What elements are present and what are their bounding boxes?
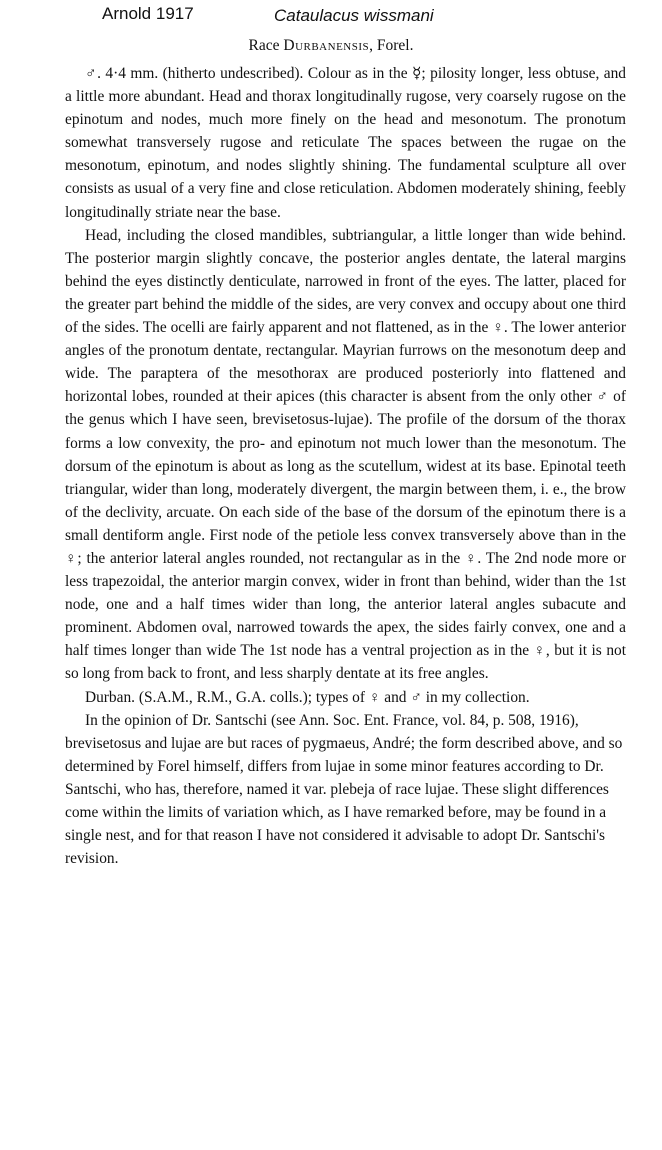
- race-heading-suffix: , Forel.: [369, 37, 414, 54]
- header-title: Cataulacus wissmani: [274, 6, 434, 25]
- paragraph-head-description: Head, including the closed mandibles, subtriangular, a little longer than wide behind. The posterior margin slightly concave, the posterior angles dentate, the lateral margins behind the eyes distinctly denticulate, narrowed in front of the eyes. The latter, placed for the greater part behind the middle of the sides, are very convex and occupy about one third of the sides. The ocelli are fairly apparent and not flattened, as in the ♀. The lower anterior angles of the pronotum dentate, rectangular. Mayrian furrows on the mesonotum deep and wide. The paraptera of the mesothorax are produced posteriorly into flattened and horizontal lobes, rounded at their apices (this character is absent from the only other ♂ of the genus which I have seen, brevisetosus-lujae). The profile of the dorsum of the thorax forms a low convexity, the pro- and epinotum not much lower than the mesonotum. The dorsum of the epinotum is about as long as the scutellum, widest at its base. Epinotal teeth triangular, wider than long, moderately divergent, the margin between them, i. e., the brow of the declivity, arcuate. On each side of the base of the dorsum of the epinotum there is a small dentiform angle. First node of the petiole less convex transversely above than in the ♀; the anterior lateral angles rounded, not rectangular as in the ♀. The 2nd node more or less trapezoidal, the anterior margin convex, wider in front than behind, wider than the 1st node, one and a half times wider than long, the anterior lateral angles subacute and prominent. Abdomen oval, narrowed towards the apex, the sides fairly convex, one and a half times longer than wide The 1st node has a ventral projection as in the ♀, but it is not so long from back to front, and less sharply dentate at its free angles.: [65, 226, 626, 683]
- race-name: Durbanensis: [283, 37, 370, 54]
- body-text: [65, 62, 626, 870]
- paragraph-locality: Durban. (S.A.M., R.M., G.A. colls.); types of ♀ and ♂ in my collection.: [85, 688, 530, 706]
- race-heading: [0, 37, 662, 55]
- race-heading-prefix: Race: [248, 37, 284, 54]
- header-author: Arnold 1917: [102, 4, 194, 23]
- paragraph-male-description: ♂. 4·4 mm. (hitherto undescribed). Colour as in the ☿; pilosity longer, less obtuse, and a little more abundant. Head and thorax longitudinally rugose, very coarsely rugose on the epinotum and nodes, much more finely on the head and mesonotum. The pronotum somewhat transversely rugose and reticulate The spaces between the rugae on the mesonotum, epinotum, and nodes slightly shining. The fundamental sculpture all over consists as usual of a very fine and close reticulation. Abdomen moderately shining, feebly longitudinally striate near the base.: [65, 65, 626, 221]
- paragraph-santschi-opinion: In the opinion of Dr. Santschi (see Ann. Soc. Ent. France, vol. 84, p. 508, 1916), brevisetosus and lujae are but races of pygmaeus, André; the form described above, and so determined by Forel himself, differs from lujae in some minor features according to Dr. Santschi, who has, therefore, named it var. plebeja of race lujae. These slight differences come within the limits of variation which, as I have remarked before, may be found in a single nest, and for that reason I have not considered it advisable to adopt Dr. Santschi's revision.: [65, 711, 623, 868]
